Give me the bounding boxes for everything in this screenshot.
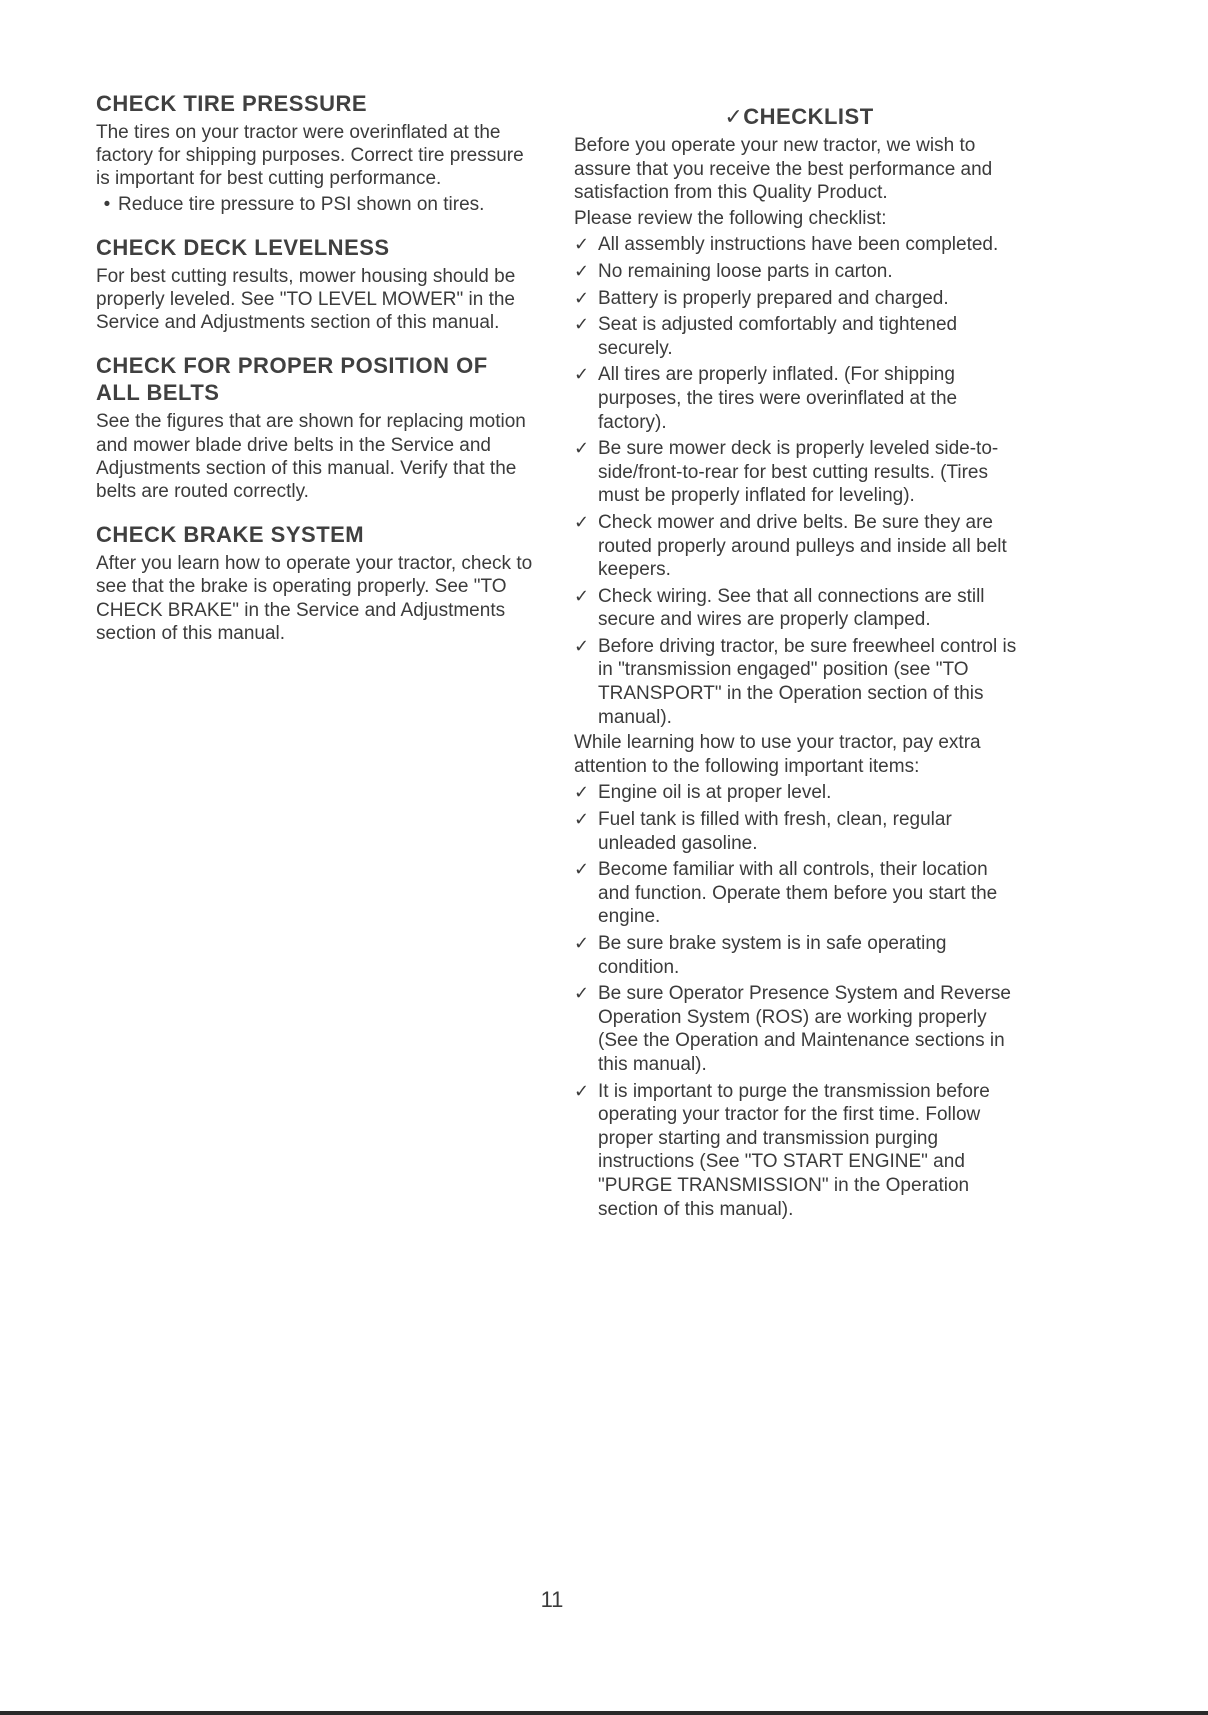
section-body-brake: After you learn how to operate your tractor, check to see that the brake is operating properly. See "TO CHECK BRAKE" in the Service and Adjustments section of this manual. [96,553,533,644]
checklist-item-text: Be sure mower deck is properly leveled side-to-side/front-to-rear for best cutting results. (Tires must be properly inflated for leveling). [598,438,999,507]
section-title-deck-levelness: CHECK DECK LEVELNESS [96,234,390,260]
learning-paragraph: While learning how to use your tractor, pay extra attention to the following important items: [574,732,981,777]
checklist-item-text: Seat is adjusted comfortably and tightened securely. [598,314,958,359]
bullet-text: Reduce tire pressure to PSI shown on tires. [118,193,485,215]
check-mark-icon: ✓ [574,287,590,308]
important-item-text: It is important to purge the transmission before operating your tractor for the first time. Follow proper starting and transmission purging instructions (See "TO START ENGINE" and "PURGE TRANSMISSION" in the Operation section of this manual). [598,1080,990,1220]
checklist-item-text: Check wiring. See that all connections are still secure and wires are properly clamped. [598,585,985,631]
checklist-title: ✓CHECKLIST [724,104,874,129]
check-mark-icon: ✓ [574,260,590,281]
important-items [574,781,1024,1221]
check-mark-icon: ✓ [574,234,590,255]
right-column [574,103,1024,1221]
checklist-item [574,260,1024,284]
tire-pressure-bullet [96,193,536,216]
page-number: 11 [540,1587,564,1612]
left-column [96,90,536,645]
check-mark-icon: ✓ [574,1080,590,1101]
check-mark-icon: ✓ [574,364,590,385]
important-item [574,781,1024,805]
checklist-item [574,511,1024,582]
checklist-item [574,363,1024,434]
checklist-item-text: All tires are properly inflated. (For shipping purposes, the tires were overinflated at the factory). [598,364,958,433]
checklist-item-text: No remaining loose parts in carton. [598,260,893,282]
bottom-rule [0,1711,1208,1715]
important-item-text: Engine oil is at proper level. [598,782,832,804]
checklist-review-line: Please review the following checklist: [574,207,887,229]
important-item-text: Be sure Operator Presence System and Reverse Operation System (ROS) are working properly (See the Operation and Maintenance sections in this manual). [598,983,1011,1075]
important-item [574,932,1024,979]
check-mark-icon: ✓ [574,809,590,830]
important-item-text: Become familiar with all controls, their location and function. Operate them before you start the engine. [598,859,998,928]
section-body-deck-levelness: For best cutting results, mower housing should be properly leveled. See "TO LEVEL MOWER" in the Service and Adjustments section of this manual. [96,265,516,334]
important-item [574,808,1024,855]
check-mark-icon: ✓ [574,859,590,880]
checklist-item-text: Battery is properly prepared and charged. [598,287,949,309]
check-mark-icon: ✓ [574,933,590,953]
checklist-item [574,313,1024,360]
check-mark-icon: ✓ [574,635,590,656]
checklist-items [574,233,1024,729]
check-mark-icon: ✓ [574,438,590,459]
check-mark-icon: ✓ [574,314,590,335]
check-mark-icon: ✓ [574,511,590,532]
important-item [574,1080,1024,1222]
important-item [574,858,1024,929]
important-item [574,982,1024,1076]
important-item-text: Fuel tank is filled with fresh, clean, regular unleaded gasoline. [598,809,952,854]
checklist-item [574,437,1024,508]
section-body-tire-pressure: The tires on your tractor were overinflated at the factory for shipping purposes. Correct tire pressure is important for best cutting performance. [96,122,524,190]
section-title-tire-pressure: CHECK TIRE PRESSURE [96,91,368,116]
important-item-text: Be sure brake system is in safe operating condition. [598,933,947,978]
bullet-dot-icon: • [103,193,111,215]
section-title-brake: CHECK BRAKE SYSTEM [96,522,365,548]
check-mark-icon: ✓ [574,585,590,606]
check-mark-icon: ✓ [574,782,590,803]
checklist-item [574,585,1024,632]
checklist-item-text: Before driving tractor, be sure freewheel control is in "transmission engaged" position (see "TO TRANSPORT" in the Operation section of this manual). [598,635,1017,728]
section-body-belts: See the figures that are shown for replacing motion and mower blade drive belts in the Service and Adjustments section of this manual. Verify that the belts are routed correctly. [96,411,526,503]
check-mark-icon: ✓ [574,983,590,1004]
checklist-item [574,635,1024,729]
checklist-intro: Before you operate your new tractor, we wish to assure that you receive the best performance and satisfaction from this Quality Product. [574,135,993,204]
checklist-item-text: Check mower and drive belts. Be sure they are routed properly around pulleys and inside all belt keepers. [598,511,1007,581]
checklist-item-text: All assembly instructions have been completed. [598,234,999,256]
section-title-belts: CHECK FOR PROPER POSITION OF ALL BELTS [96,353,488,406]
checklist-item [574,287,1024,311]
checklist-item [574,233,1024,257]
